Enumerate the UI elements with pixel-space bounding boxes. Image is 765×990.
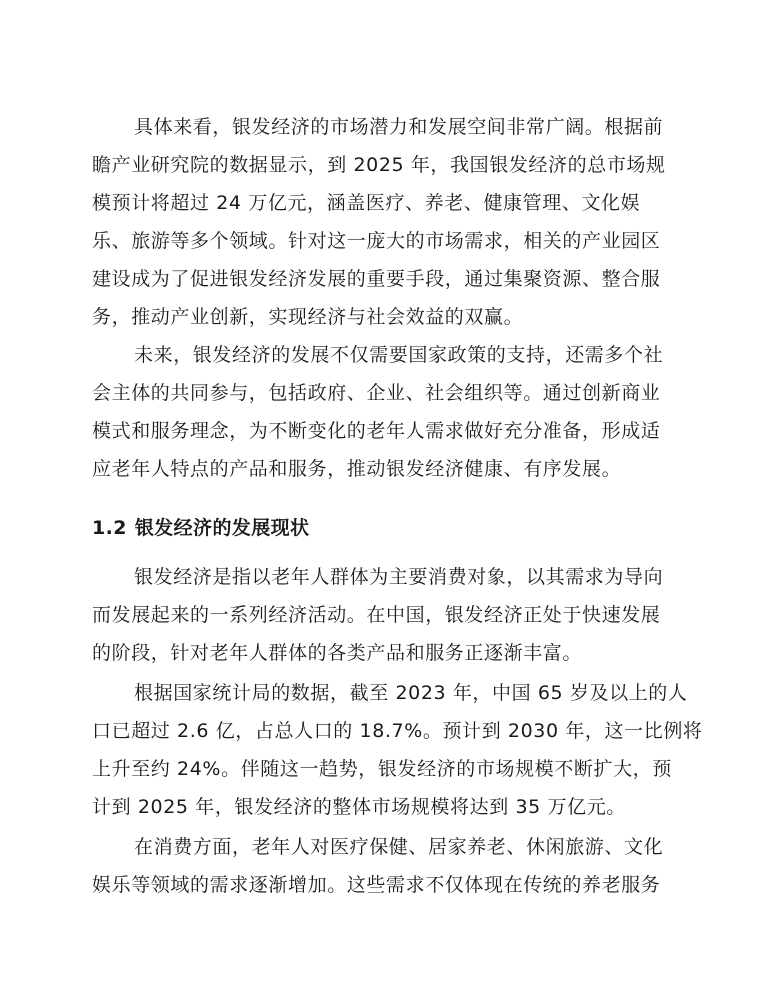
paragraph-line: 具体来看，银发经济的市场潜力和发展空间非常广阔。根据前 [134,116,664,138]
paragraph-line: 瞻产业研究院的数据显示，到 2025 年，我国银发经济的总市场规 [92,154,666,176]
paragraph-line: 上升至约 24%。伴随这一趋势，银发经济的市场规模不断扩大，预 [92,758,672,780]
section-title: 银发经济的发展现状 [134,517,310,539]
paragraph-line: 计到 2025 年，银发经济的整体市场规模将达到 35 万亿元。 [92,796,626,818]
paragraph-line: 银发经济是指以老年人群体为主要消费对象，以其需求为导向 [134,566,664,588]
paragraph-line: 未来，银发经济的发展不仅需要国家政策的支持，还需多个社 [134,344,664,366]
paragraph-line: 模式和服务理念，为不断变化的老年人需求做好充分准备，形成适 [92,420,661,442]
paragraph-line: 的阶段，针对老年人群体的各类产品和服务正逐渐丰富。 [92,642,583,664]
paragraph-line: 模预计将超过 24 万亿元，涵盖医疗、养老、健康管理、文化娱 [92,192,641,214]
section-number: 1.2 [92,517,127,539]
paragraph-line: 会主体的共同参与，包括政府、企业、社会组织等。通过创新商业 [92,382,661,404]
paragraph-line: 在消费方面，老年人对医疗保健、居家养老、休闲旅游、文化 [134,836,664,858]
section-heading [92,515,309,541]
paragraph-line: 务，推动产业创新，实现经济与社会效益的双赢。 [92,306,524,328]
paragraph-line: 口已超过 2.6 亿，占总人口的 18.7%。预计到 2030 年，这一比例将 [92,720,703,742]
paragraph-line: 应老年人特点的产品和服务，推动银发经济健康、有序发展。 [92,458,622,480]
paragraph-line: 娱乐等领域的需求逐渐增加。这些需求不仅体现在传统的养老服务 [92,874,661,896]
paragraph-line: 乐、旅游等多个领域。针对这一庞大的市场需求，相关的产业园区 [92,230,661,252]
paragraph-line: 根据国家统计局的数据，截至 2023 年，中国 65 岁及以上的人 [134,682,688,704]
paragraph-line: 而发展起来的一系列经济活动。在中国，银发经济正处于快速发展 [92,604,661,626]
paragraph-line: 建设成为了促进银发经济发展的重要手段，通过集聚资源、整合服 [92,268,661,290]
